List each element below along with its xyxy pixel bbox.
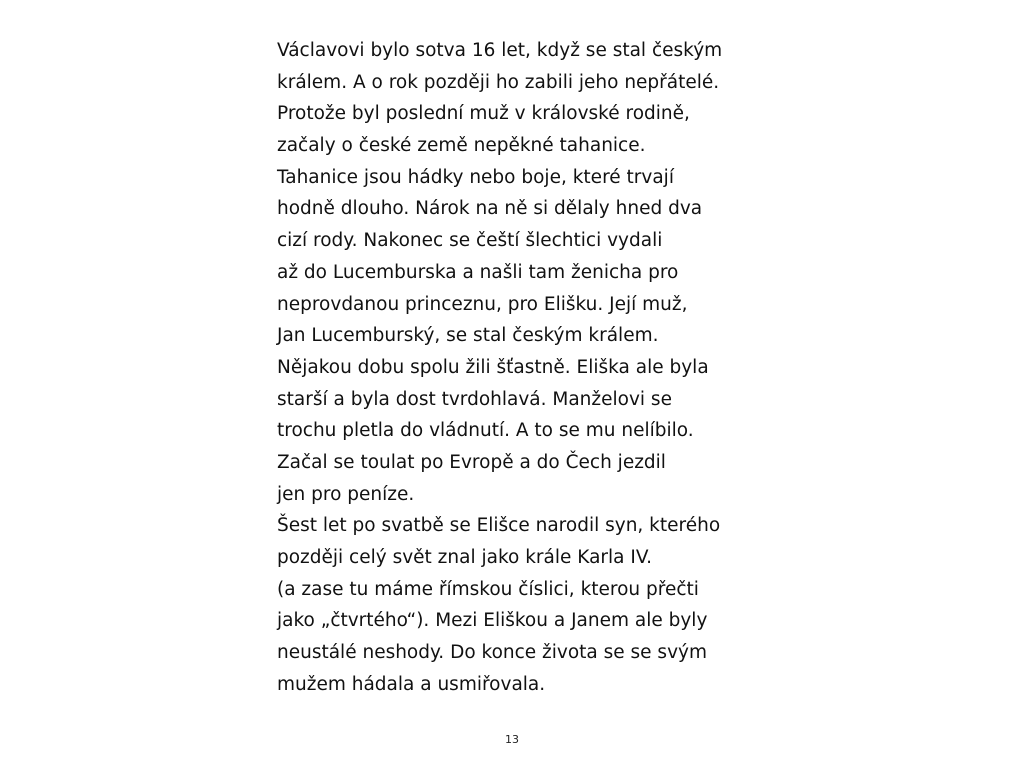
text-line: neustálé neshody. Do konce života se se svým: [277, 642, 707, 664]
text-line: Jan Lucemburský, se stal českým králem.: [277, 325, 659, 347]
text-line: Šest let po svatbě se Elišce narodil syn, kterého: [277, 515, 721, 537]
text-line: Tahanice jsou hádky nebo boje, které trvají: [277, 166, 674, 188]
text-line: později celý svět znal jako krále Karla IV.: [277, 547, 652, 568]
text-line: jako „čtvrtého“). Mezi Eliškou a Janem ale byly: [277, 610, 708, 632]
text-line: Začal se toulat po Evropě a do Čech jezdil: [277, 451, 666, 473]
text-line: cizí rody. Nakonec se čeští šlechtici vydali: [277, 230, 663, 252]
text-line: mužem hádala a usmiřovala.: [277, 673, 546, 695]
text-line: (a zase tu máme římskou číslici, kterou přečti: [277, 578, 699, 600]
page-number: 13: [505, 733, 519, 746]
text-line: Nějakou dobu spolu žili šťastně. Eliška ale byla: [277, 356, 709, 378]
text-line: Václavovi bylo sotva 16 let, když se stal českým: [277, 40, 723, 61]
text-line: začaly o české země nepěkné tahanice.: [277, 135, 646, 157]
text-line: Protože byl poslední muž v královské rodině,: [277, 103, 690, 125]
text-line: trochu pletla do vládnutí. A to se mu nelíbilo.: [277, 420, 694, 442]
text-line: až do Lucemburska a našli tam ženicha pro: [277, 261, 679, 283]
text-line: starší a byla dost tvrdohlavá. Manželovi se: [277, 388, 672, 410]
body-text: [277, 35, 757, 700]
text-line: jen pro peníze.: [277, 483, 415, 505]
text-line: hodně dlouho. Nárok na ně si dělaly hned dva: [277, 198, 703, 220]
text-line: králem. A o rok později ho zabili jeho nepřátelé.: [277, 71, 720, 93]
text-line: neprovdanou princeznu, pro Elišku. Její muž,: [277, 293, 688, 315]
